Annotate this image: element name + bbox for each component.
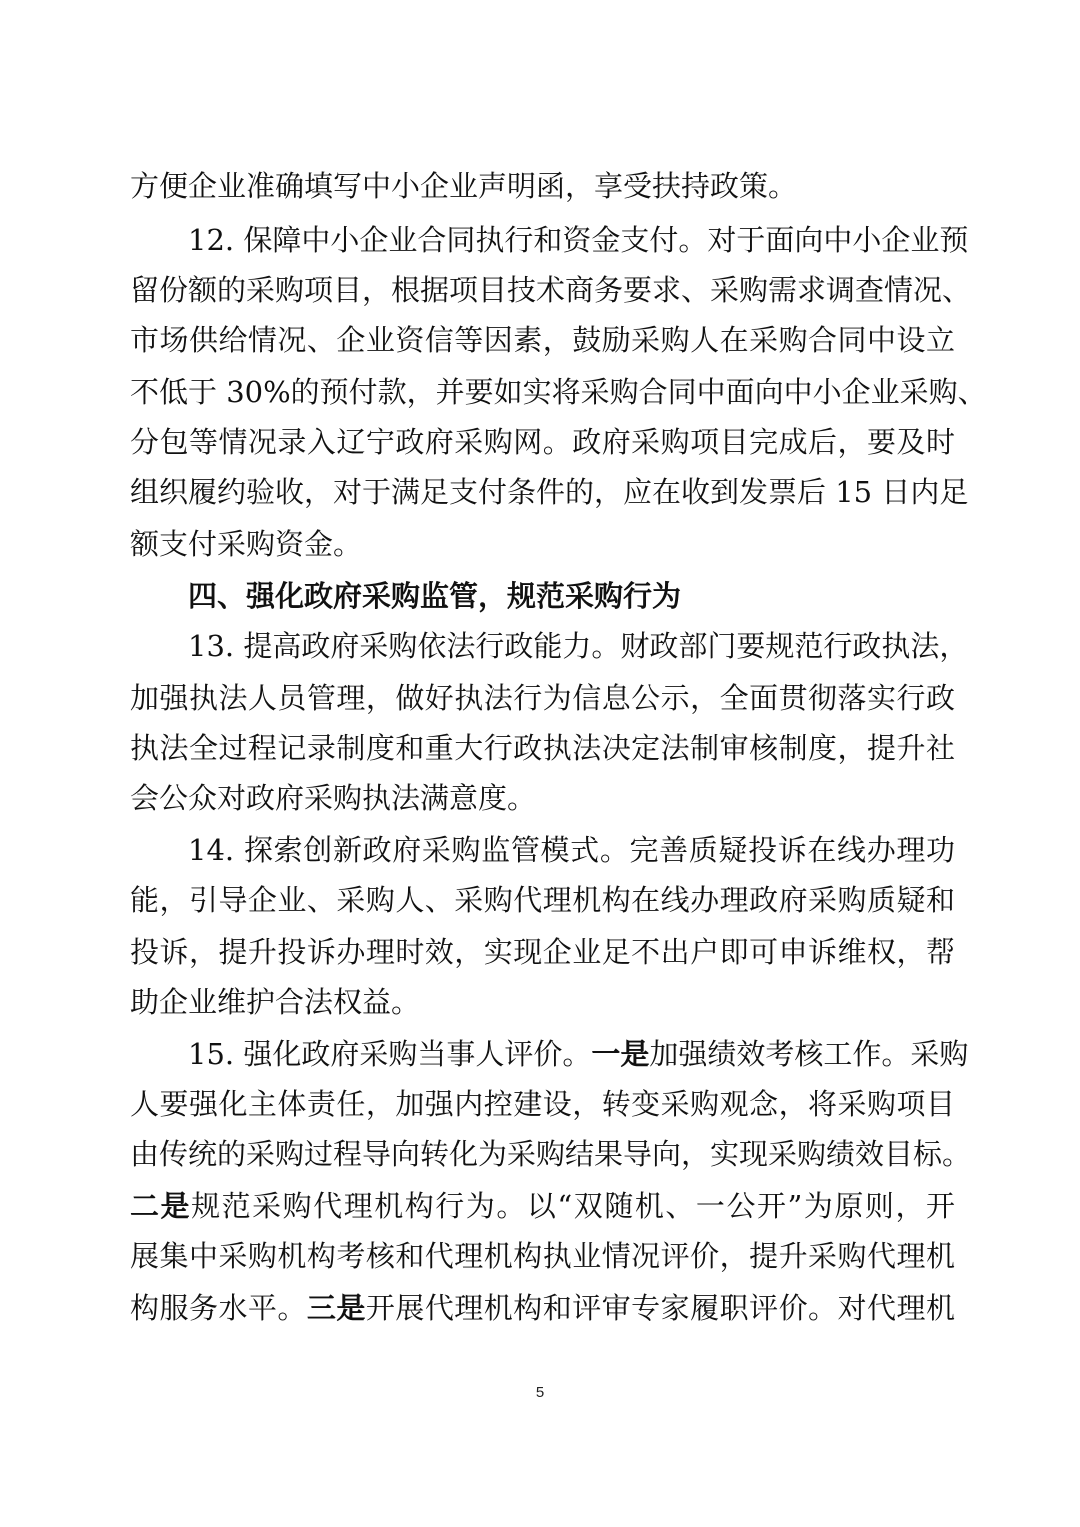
line-text: 规范采购代理机构行为。以“双随机、一公开”为原则，开 <box>191 1189 955 1223</box>
paragraph-line: 人要强化主体责任，加强内控建设，转变采购观念，将采购项目 <box>130 1087 955 1121</box>
line-text: 15. 强化政府采购当事人评价。 <box>188 1037 592 1071</box>
paragraph-line <box>130 1282 955 1334</box>
paragraph-line: 执法全过程记录制度和重大行政执法决定法制审核制度，提升社 <box>130 731 955 765</box>
paragraph-line: 14. 探索创新政府采购监管模式。完善质疑投诉在线办理功 <box>188 833 955 867</box>
paragraph-line: 加强执法人员管理，做好执法行为信息公示，全面贯彻落实行政 <box>130 681 955 715</box>
line-text: 开展代理机构和评审专家履职评价。对代理机 <box>365 1291 955 1325</box>
paragraph-line <box>188 1028 969 1080</box>
paragraph-line <box>130 1180 955 1232</box>
paragraph-line: 额支付采购资金。 <box>130 527 363 561</box>
emphasis-text: 二是 <box>130 1189 192 1223</box>
paragraph-line: 留份额的采购项目，根据项目技术商务要求、采购需求调查情况、 <box>130 273 972 307</box>
paragraph-line: 市场供给情况、企业资信等因素，鼓励采购人在采购合同中设立 <box>130 323 955 357</box>
paragraph-line: 12. 保障中小企业合同执行和资金支付。对于面向中小企业预 <box>188 223 969 257</box>
emphasis-text: 三是 <box>306 1291 366 1325</box>
paragraph-line: 投诉，提升投诉办理时效，实现企业足不出户即可申诉维权，帮 <box>130 935 955 969</box>
section-heading: 四、强化政府采购监管，规范采购行为 <box>188 579 682 613</box>
paragraph-line: 助企业维护合法权益。 <box>130 985 421 1019</box>
paragraph-line: 不低于 30%的预付款，并要如实将采购合同中面向中小企业采购、 <box>130 375 987 409</box>
emphasis-text: 一是 <box>591 1037 650 1071</box>
paragraph-line: 能，引导企业、采购人、采购代理机构在线办理政府采购质疑和 <box>130 883 955 917</box>
page-number: 5 <box>535 1384 545 1401</box>
paragraph-line: 会公众对政府采购执法满意度。 <box>130 781 537 815</box>
line-text: 构服务水平。 <box>130 1291 307 1325</box>
paragraph-line: 分包等情况录入辽宁政府采购网。政府采购项目完成后，要及时 <box>130 425 955 459</box>
line-text: 加强绩效考核工作。采购 <box>649 1037 969 1071</box>
paragraph-line: 13. 提高政府采购依法行政能力。财政部门要规范行政执法， <box>188 629 969 663</box>
paragraph-line: 组织履约验收，对于满足支付条件的，应在收到发票后 15 日内足 <box>130 475 969 509</box>
paragraph-line: 展集中采购机构考核和代理机构执业情况评价，提升采购代理机 <box>130 1239 955 1273</box>
paragraph-line: 方便企业准确填写中小企业声明函，享受扶持政策。 <box>130 169 798 203</box>
paragraph-line: 由传统的采购过程导向转化为采购结果导向，实现采购绩效目标。 <box>130 1137 972 1171</box>
